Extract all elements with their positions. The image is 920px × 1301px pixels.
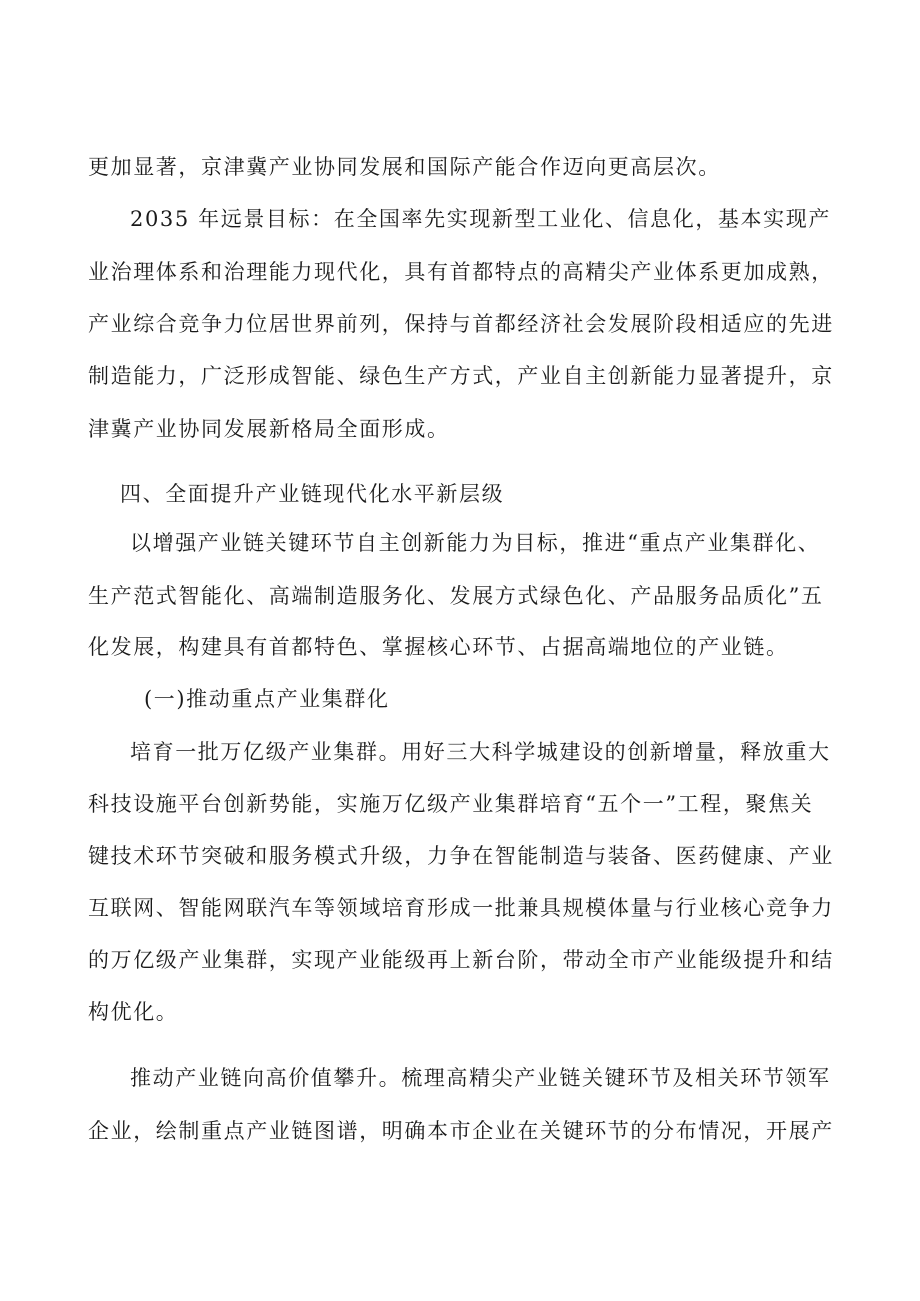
text-line: 培育一批万亿级产业集群。用好三大科学城建设的创新增量，释放重大 (130, 740, 831, 764)
text-line: 构优化。 (88, 1000, 179, 1024)
section-heading: 四、全面提升产业链现代化水平新层级 (120, 482, 505, 506)
text-line: 化发展，构建具有首都特色、掌握核心环节、占据高端地位的产业链。 (88, 635, 789, 659)
text-line: 制造能力，广泛形成智能、绿色生产方式，产业自主创新能力显著提升，京 (88, 364, 834, 388)
text-line: 科技设施平台创新势能，实施万亿级产业集群培育“五个一”工程，聚焦关 (88, 792, 814, 816)
text-line: 2035 年远景目标：在全国率先实现新型工业化、信息化，基本实现产 (130, 207, 831, 231)
text-line: 的万亿级产业集群，实现产业能级再上新台阶，带动全市产业能级提升和结 (88, 948, 834, 972)
text-line: 产业综合竞争力位居世界前列，保持与首都经济社会发展阶段相适应的先进 (88, 312, 834, 336)
text-line: 以增强产业链关键环节自主创新能力为目标，推进“重点产业集群化、 (130, 531, 821, 555)
text-line: 键技术环节突破和服务模式升级，力争在智能制造与装备、医药健康、产业 (88, 844, 834, 868)
text-line: 互联网、智能网联汽车等领域培育形成一批兼具规模体量与行业核心竞争力 (88, 896, 834, 920)
text-line: 业治理体系和治理能力现代化，具有首都特点的高精尖产业体系更加成熟， (88, 260, 834, 284)
text-line: 更加显著，京津冀产业协同发展和国际产能合作迈向更高层次。 (88, 155, 721, 179)
subsection-heading: (一)推动重点产业集群化 (144, 687, 390, 711)
text-line: 推动产业链向高价值攀升。梳理高精尖产业链关键环节及相关环节领军 (130, 1066, 831, 1090)
text-line: 企业，绘制重点产业链图谱，明确本市企业在关键环节的分布情况，开展产 (88, 1119, 834, 1143)
text-line: 生产范式智能化、高端制造服务化、发展方式绿色化、产品服务品质化”五 (88, 584, 824, 608)
text-line: 津冀产业协同发展新格局全面形成。 (88, 417, 450, 441)
